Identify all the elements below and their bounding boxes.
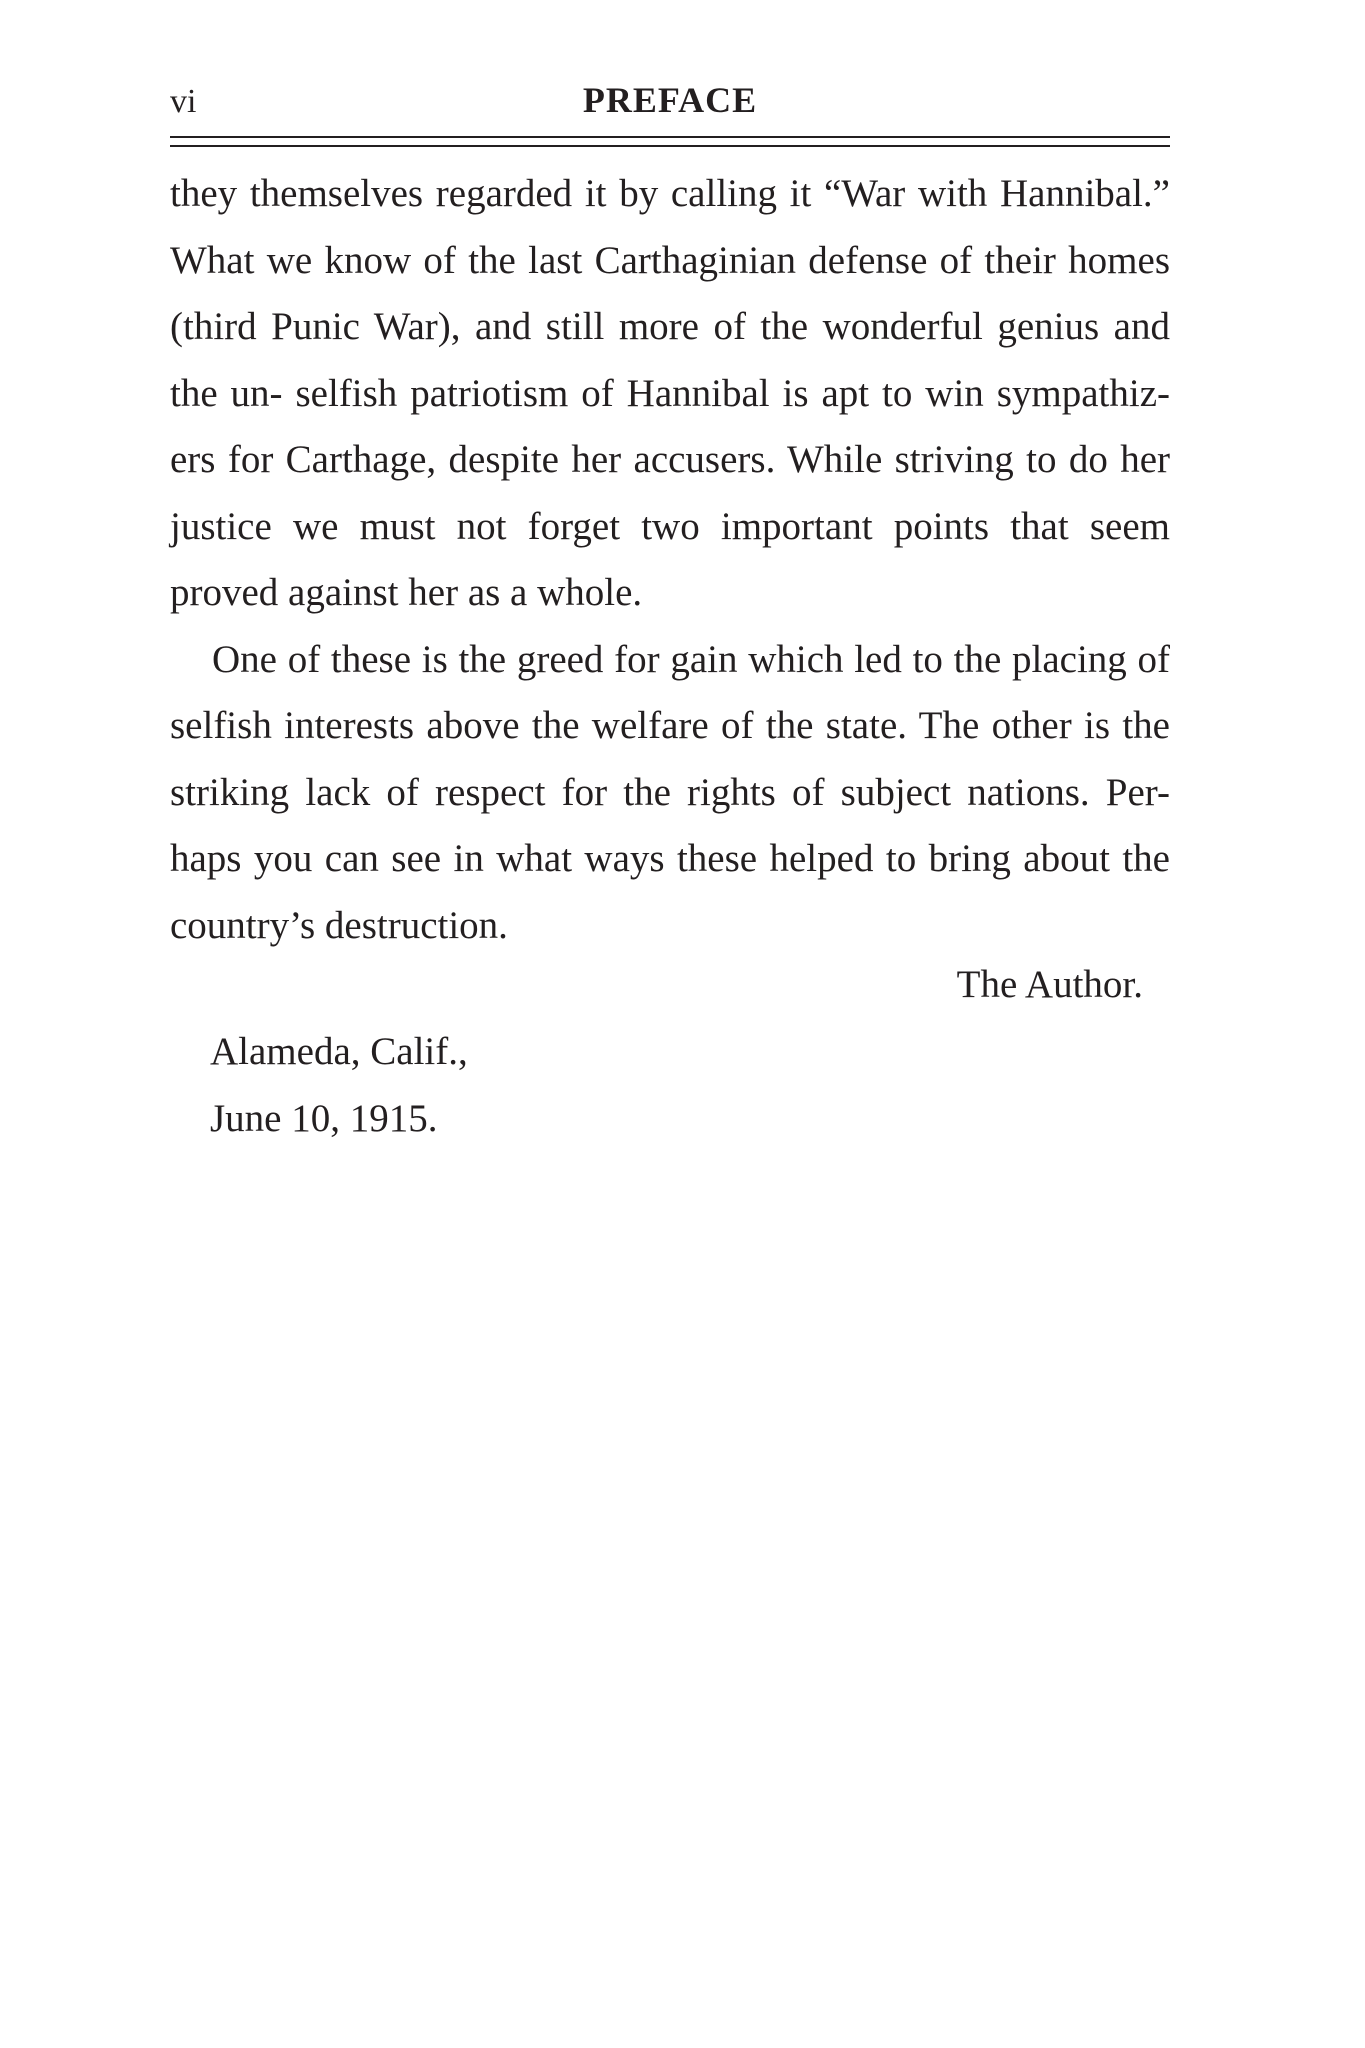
paragraph: they themselves regarded it by calling it “War with Hannibal.” What we know of the last Carthaginian defense of their homes (third Punic War), and still more of the wonderful genius and the un- selfish patriotism of Hannibal is apt to win sympathiz-ers for Carthage, despite her accusers. While striving to do her justice we must not forget two important points that seem proved against her as a whole. bbox=[170, 172, 1170, 614]
header-rule-top bbox=[170, 136, 1170, 138]
page-number: vi bbox=[170, 83, 197, 120]
paragraph: One of these is the greed for gain which led to the placing of selfish interests above the welfare of the state. The other is the striking lack of respect for the rights of subject nations. Per-haps you can see in what ways these helped to bring about the country’s destruction. bbox=[170, 637, 1170, 947]
dateline-date: June 10, 1915. bbox=[210, 1096, 438, 1140]
body-text bbox=[170, 161, 1170, 959]
dateline-place: Alameda, Calif., bbox=[210, 1030, 468, 1073]
header-rule-bottom bbox=[170, 145, 1170, 147]
author-signature: The Author. bbox=[956, 963, 1143, 1006]
running-title: PREFACE bbox=[582, 80, 758, 120]
running-head bbox=[170, 78, 1170, 128]
dateline bbox=[210, 1019, 468, 1152]
